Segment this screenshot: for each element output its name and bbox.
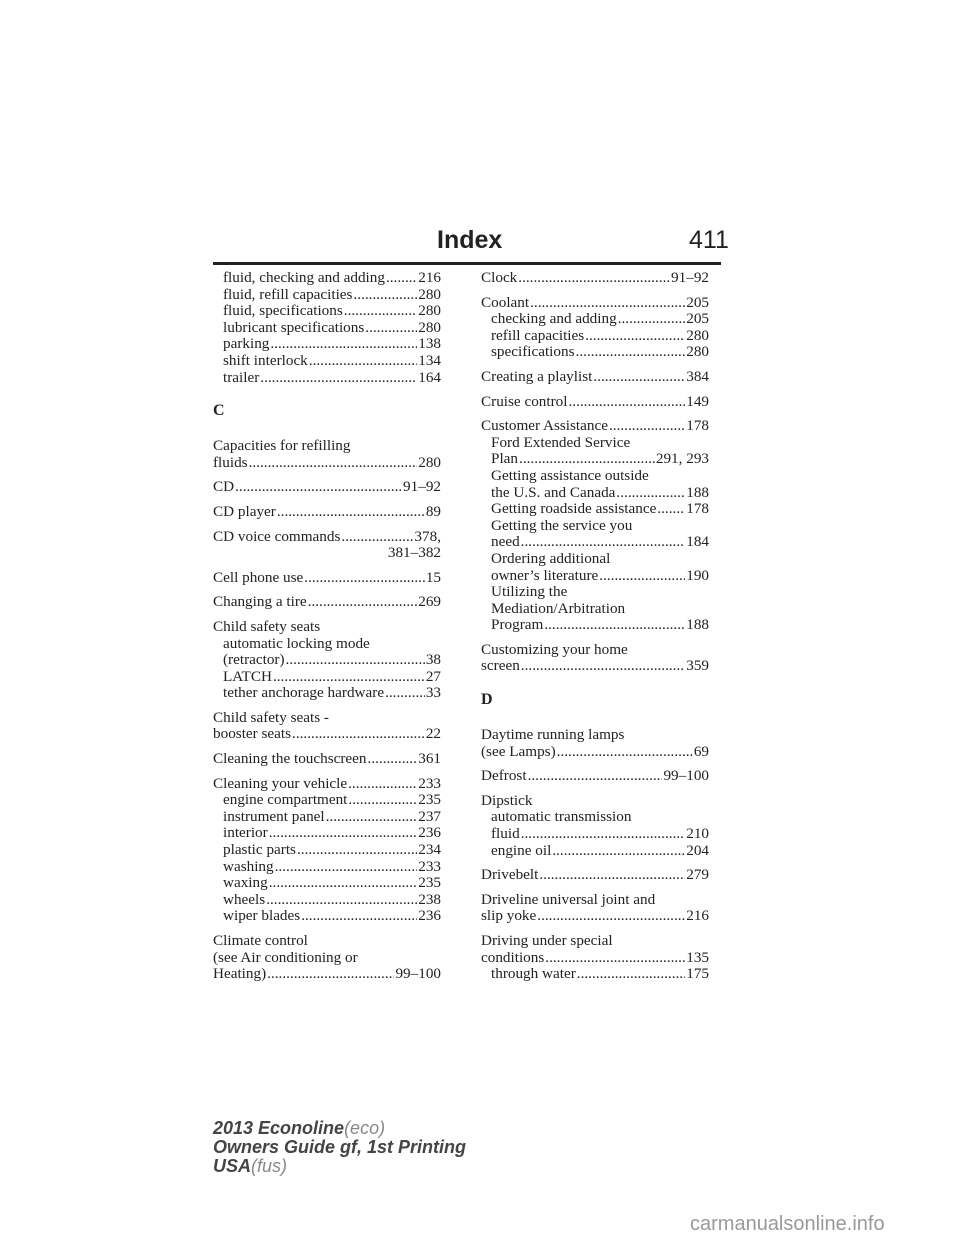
entry-text: (see Air conditioning or [213,948,358,966]
index-entry [213,270,441,386]
dot-leader [593,369,685,386]
entry-page-ref: 237 [418,807,441,825]
dot-leader [275,859,418,876]
index-entry-line [213,950,441,967]
entry-text: Ordering additional [491,549,611,567]
entry-page-ref: 280 [418,302,441,320]
entry-text: shift interlock [223,351,308,369]
entry-text: Child safety seats [213,617,321,635]
dot-leader [521,534,686,551]
index-entry-line [213,619,441,636]
index-subentry-line [481,328,709,345]
entry-text: Heating) [213,965,267,983]
index-subentry-line [213,353,441,370]
dot-leader [386,270,417,287]
index-entry [481,793,709,859]
index-entry-line [213,545,441,562]
dot-leader [270,336,417,353]
entry-text: Climate control [213,932,308,949]
entry-text: CD player [213,502,276,520]
dot-leader [348,776,417,793]
index-entry [213,504,441,521]
entry-page-ref: 236 [418,824,441,842]
entry-text: automatic locking mode [223,634,370,652]
entry-text: Ford Extended Service [491,433,631,451]
dot-leader [326,809,418,826]
index-entry-line [213,529,441,546]
entry-text: instrument panel [223,807,325,825]
entry-text: Customer Assistance [481,417,608,435]
index-entry [481,369,709,386]
index-subentry-line [213,287,441,304]
entry-text: Cruise control [481,392,568,410]
index-entry [213,594,441,611]
dot-leader [609,418,685,435]
index-subentry-line [481,966,709,983]
entry-text: Program [491,616,544,634]
index-subentry-line [213,370,441,387]
page-number: 411 [689,226,729,254]
index-subentry-line [213,636,441,653]
index-letter-heading: D [481,691,493,709]
index-subentry-line [213,792,441,809]
entry-text: need [491,533,520,551]
entry-page-ref: 280 [418,318,441,336]
entry-text: fluid, refill capacities [223,285,353,303]
entry-page-ref: 134 [418,351,441,369]
entry-page-ref: 38 [425,651,441,669]
entry-text: wiper blades [223,907,301,925]
entry-page-ref: 99–100 [395,965,441,983]
index-entry-line [213,776,441,793]
entry-page-ref: 234 [418,841,441,859]
entry-text: Mediation/Arbitration [491,599,626,617]
entry-page-ref: 205 [686,310,709,328]
entry-text: Customizing your home [481,640,628,658]
entry-text: owner’s literature [491,566,599,584]
entry-page-ref: 184 [686,533,709,551]
index-subentry-line [213,652,441,669]
index-subentry-line [481,826,709,843]
dot-leader [301,908,417,925]
entry-page-ref: 381–382 [387,544,441,562]
dot-leader [269,825,418,842]
entry-text: Cleaning your vehicle [213,774,348,792]
index-entry-line [213,455,441,472]
entry-page-ref: 210 [686,825,709,843]
dot-leader [260,370,417,387]
dot-leader [618,311,686,328]
entry-text: booster seats [213,725,292,743]
entry-text: (see Lamps) [481,742,556,760]
dot-leader [545,950,685,967]
index-subentry-line [213,303,441,320]
entry-text: engine compartment [223,791,348,809]
index-entry-line [481,727,709,744]
entry-page-ref: 178 [686,500,709,518]
entry-text: trailer [223,368,260,386]
entry-page-ref: 149 [686,392,709,410]
entry-text: waxing [223,874,268,892]
entry-page-ref: 69 [693,742,709,760]
dot-leader [616,485,685,502]
entry-text: engine oil [491,841,552,859]
entry-text: Plan [491,450,519,468]
index-entry-line [481,793,709,810]
dot-leader [269,875,418,892]
index-entry-line [213,570,441,587]
entry-page-ref: 238 [418,890,441,908]
entry-text: plastic parts [223,841,296,859]
entry-text: refill capacities [491,326,585,344]
index-entry [481,295,709,361]
index-entry [481,933,709,983]
entry-page-ref: 27 [425,667,441,685]
index-entry-line [481,295,709,312]
entry-text: Driving under special [481,932,613,949]
index-entry-line [213,933,441,950]
entry-text: CD [213,478,235,496]
index-subentry-line [213,336,441,353]
index-entry-line [481,658,709,675]
entry-text: lubricant specifications [223,318,365,336]
index-entry [481,394,709,411]
entry-page-ref: 384 [686,367,709,385]
entry-page-ref: 269 [418,593,441,611]
index-entry-line [213,710,441,727]
entry-text: interior [223,824,268,842]
entry-text: fluid [491,825,520,843]
entry-page-ref: 89 [425,502,441,520]
index-subentry-line [213,892,441,909]
entry-text: Creating a playlist [481,367,593,385]
dot-leader [353,287,417,304]
entry-text: automatic transmission [491,808,632,826]
entry-text: Coolant [481,293,530,311]
entry-text: LATCH [223,667,272,685]
index-entry [213,751,441,768]
dot-leader [249,455,418,472]
dot-leader [309,353,417,370]
index-subentry-line [213,842,441,859]
index-entry [213,710,441,743]
dot-leader [537,908,685,925]
entry-page-ref: 178 [686,417,709,435]
dot-leader [519,451,655,468]
index-subentry-line [481,468,709,485]
index-entry [481,642,709,675]
index-entry-line [481,933,709,950]
entry-page-ref: 91–92 [403,478,441,496]
index-entry-line [213,726,441,743]
entry-text: Daytime running lamps [481,726,625,744]
entry-text: wheels [223,890,266,908]
index-letter-heading: C [213,402,225,420]
footer-line-2: Owners Guide gf, 1st Printing [213,1137,467,1157]
index-entry-line [481,908,709,925]
dot-leader [539,867,685,884]
index-entry [213,570,441,587]
index-entry-line [481,642,709,659]
index-subentry-line [213,320,441,337]
entry-text: Capacities for refilling [213,437,351,455]
index-entry [213,933,441,983]
index-entry [481,768,709,785]
index-entry [213,438,441,471]
entry-page-ref: 280 [418,285,441,303]
entry-page-ref: 99–100 [663,767,709,785]
entry-text: Dipstick [481,791,533,809]
index-subentry-line [481,435,709,452]
entry-page-ref: 188 [686,616,709,634]
index-entry-line [481,744,709,761]
dot-leader [297,842,417,859]
footer-line-1: 2013 Econoline(eco) [213,1118,386,1138]
entry-page-ref: 233 [418,774,441,792]
entry-text: washing [223,857,274,875]
index-subentry-line [481,617,709,634]
dot-leader [344,303,417,320]
entry-text: through water [491,965,576,983]
index-entry-line [481,394,709,411]
dot-leader [657,501,685,518]
entry-page-ref: 188 [686,483,709,501]
index-entry [481,867,709,884]
entry-page-ref: 235 [418,874,441,892]
entry-text: fluid, checking and adding [223,269,385,286]
dot-leader [577,966,685,983]
entry-page-ref: 164 [418,368,441,386]
entry-text: Getting assistance outside [491,466,649,484]
dot-leader [277,504,425,521]
index-entry [213,529,441,562]
entry-text: the U.S. and Canada [491,483,616,501]
index-subentry-line [481,584,709,601]
entry-text: Child safety seats - [213,708,329,726]
entry-page-ref: 204 [686,841,709,859]
index-subentry-line [481,501,709,518]
entry-text: Getting roadside assistance [491,500,657,518]
dot-leader [528,768,663,785]
dot-leader [585,328,685,345]
index-subentry-line [481,518,709,535]
dot-leader [557,744,693,761]
index-subentry-line [481,344,709,361]
index-entry-line [481,867,709,884]
entry-text: parking [223,335,270,353]
index-entry-line [213,504,441,521]
entry-page-ref: 216 [418,269,441,286]
entry-text: Cleaning the touchscreen [213,750,367,768]
entry-text: screen [481,657,520,675]
dot-leader [286,652,425,669]
index-subentry-line [481,568,709,585]
entry-text: Driveline universal joint and [481,890,656,908]
dot-leader [576,344,686,361]
index-entry-line [481,270,709,287]
index-entry [481,727,709,760]
entry-text: tether anchorage hardware [223,684,385,702]
index-entry-line [213,594,441,611]
index-entry-line [213,751,441,768]
index-entry-line [213,438,441,455]
entry-page-ref: 279 [686,866,709,884]
index-subentry-line [481,843,709,860]
dot-leader [568,394,685,411]
index-subentry-line [213,859,441,876]
entry-text: Cell phone use [213,568,304,586]
entry-page-ref: 175 [686,965,709,983]
index-entry-line [481,768,709,785]
entry-text: Utilizing the [491,583,568,601]
entry-page-ref: 280 [686,343,709,361]
entry-page-ref: 291, 293 [655,450,709,468]
entry-page-ref: 235 [418,791,441,809]
index-entry [213,619,441,702]
index-entry [481,892,709,925]
watermark-text: carmanualsonline.info [690,1213,885,1235]
entry-text: fluids [213,453,248,471]
dot-leader [292,726,425,743]
dot-leader [365,320,417,337]
entry-page-ref: 91–92 [671,269,709,286]
dot-leader [599,568,685,585]
dot-leader [368,751,418,768]
entry-page-ref: 190 [686,566,709,584]
entry-page-ref: 361 [418,750,441,768]
index-column-right [481,270,709,991]
dot-leader [518,270,670,287]
entry-page-ref: 378, [414,527,441,545]
header-divider [213,262,721,265]
dot-leader [235,479,402,496]
dot-leader [348,792,417,809]
entry-page-ref: 359 [686,657,709,675]
dot-leader [341,529,413,546]
dot-leader [266,892,417,909]
index-entry [481,418,709,634]
entry-text: fluid, specifications [223,302,343,320]
footer-edition-info [213,1119,466,1176]
entry-text: Drivebelt [481,866,539,884]
index-entry-line [213,966,441,983]
entry-text: conditions [481,948,545,966]
index-subentry-line [213,669,441,686]
dot-leader [308,594,418,611]
dot-leader [304,570,425,587]
entry-page-ref: 236 [418,907,441,925]
index-subentry-line [213,875,441,892]
index-subentry-line [213,270,441,287]
entry-page-ref: 233 [418,857,441,875]
index-subentry-line [481,601,709,618]
dot-leader [267,966,394,983]
entry-text: Clock [481,269,518,286]
entry-page-ref: 205 [686,293,709,311]
entry-text: Defrost [481,767,527,785]
entry-page-ref: 15 [425,568,441,586]
entry-text: Changing a tire [213,593,307,611]
entry-page-ref: 280 [418,453,441,471]
entry-page-ref: 216 [686,907,709,925]
dot-leader [385,685,425,702]
entry-text: Getting the service you [491,516,633,534]
dot-leader [552,843,685,860]
index-entry [213,479,441,496]
index-column-left [213,270,441,991]
index-subentry-line [481,485,709,502]
index-entry [213,776,441,925]
dot-leader [521,826,686,843]
index-entry-line [213,479,441,496]
dot-leader [530,295,685,312]
entry-text: specifications [491,343,575,361]
entry-page-ref: 135 [686,948,709,966]
entry-text: checking and adding [491,310,617,328]
dot-leader [273,669,425,686]
entry-text: CD voice commands [213,527,341,545]
dot-leader [521,658,685,675]
index-subentry-line [213,809,441,826]
entry-text: (retractor) [223,651,285,669]
index-subentry-line [213,825,441,842]
index-entry-line [481,950,709,967]
index-entry-line [481,892,709,909]
entry-page-ref: 280 [686,326,709,344]
dot-leader [544,617,685,634]
index-subentry-line [481,809,709,826]
page-header-title: Index [437,226,503,254]
entry-page-ref: 138 [418,335,441,353]
entry-page-ref: 33 [425,684,441,702]
index-subentry-line [481,451,709,468]
index-entry-line [481,369,709,386]
entry-page-ref: 22 [425,725,441,743]
index-subentry-line [213,685,441,702]
index-subentry-line [481,534,709,551]
index-subentry-line [213,908,441,925]
footer-line-3: USA(fus) [213,1156,288,1176]
index-entry [481,270,709,287]
index-subentry-line [481,551,709,568]
index-entry-line [481,418,709,435]
entry-text: slip yoke [481,907,537,925]
index-subentry-line [481,311,709,328]
